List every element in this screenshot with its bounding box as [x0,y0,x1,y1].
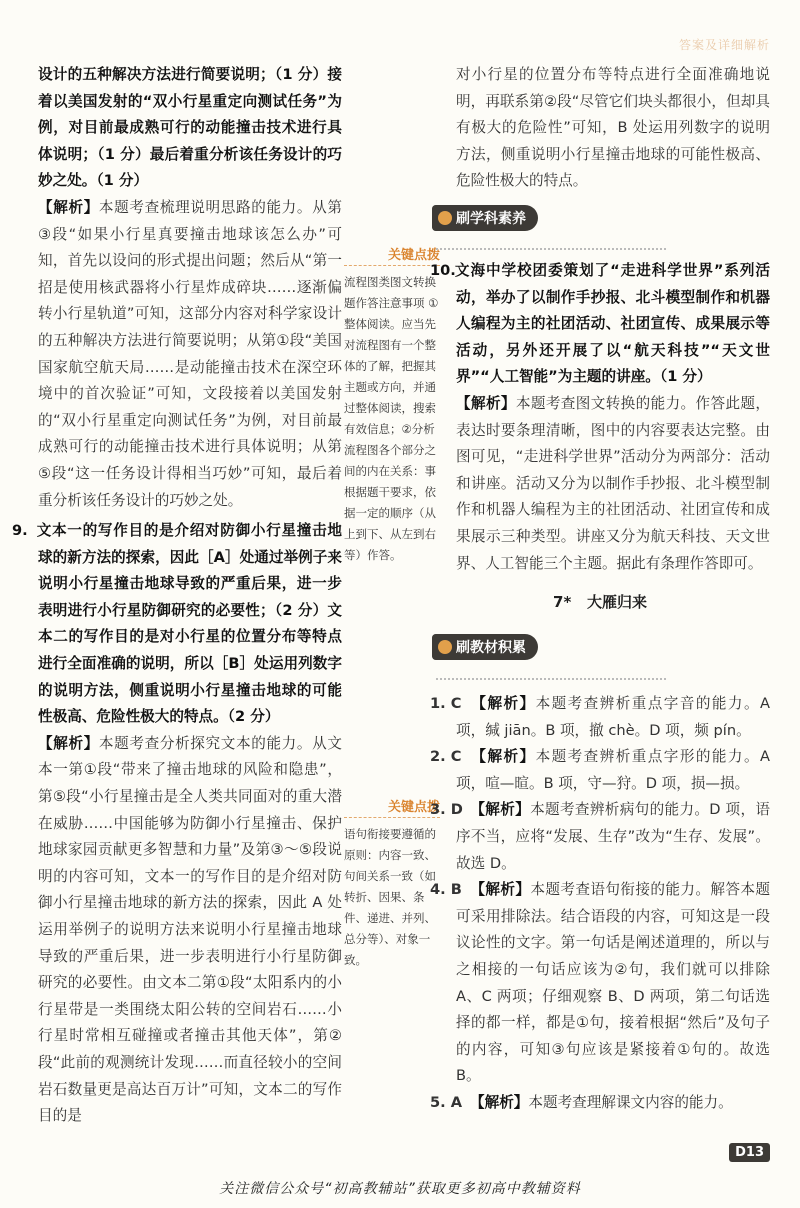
dotted-divider [436,678,666,680]
key-tip-2: 语句衔接要遵循的原则：内容一致、句间关系一致（如转折、因果、条件、递进、并列、总分等）、对象一致。 [344,827,436,967]
answer-item [430,877,770,1090]
answer-item [430,691,770,744]
key-tip-1: 流程图类图文转换题作答注意事项 ①整体阅读。应当先对流程图有一个整体的了解，把握其主题或方向，并通过整体阅读，搜索有效信息；②分析流程图各个部分之间的内在关系：事根据题干要求，依据一定的顺序（从上到下、从左到右等）作答。 [344,275,439,562]
answer-text: 本题考查理解课文内容的能力。 [528,1094,733,1111]
answer-number: 2. C [430,748,462,766]
q9-number: 9. [12,522,28,540]
badge-icon [438,640,452,654]
answer-text: 本题考查辨析重点字形的能力。A 项，喧—暄。B 项，守—狩。D 项，损—损。 [456,748,770,792]
textbook-badge [432,634,538,660]
answer-number: 4. B [430,881,462,899]
footer-note: 关注微信公众号“初高教辅站”获取更多初高中教辅资料 [219,1181,581,1197]
q9-answer [12,518,342,731]
answer-number: 5. A [430,1094,463,1111]
q9-answer-text: 文本一的写作目的是介绍对防御小行星撞击地球的新方法的探索，因此［A］处通过举例子来说明小行星撞击地球导致的严重后果，进一步表明进行小行星防御研究的必要性；（2 分）文本二的写作目的是对小行星的位置分布等特点进行全面准确的说明，所以［B］处运用列数字的说明方法，侧重说明小行星撞击地球的可能性极高、危险性极大的特点。（2 分） [36,522,342,726]
q10-answer-text: 文海中学校团委策划了“走进科学世界”系列活动，举办了以制作手抄报、北斗模型制作和机器人编程为主的社团活动、社团宣传、成果展示等活动，另外还开展了以“航天科技”“天文世界”“人工智能”为主题的讲座。（1 分） [454,261,770,386]
analysis-tag: 【解析】 [470,748,536,766]
dotted-divider [436,248,666,250]
q10-answer [430,258,770,391]
key-tip-title-2: 关键点拨 [344,796,440,818]
q8-analysis-text: 本题考查梳理说明思路的能力。从第③段“如果小行星真要撞击地球该怎么办”可知，首先以设问的形式提出问题；然后从“第一招是使用核武器将小行星炸成碎块……逐渐偏转小行星轨道”可知，这部分内容对科学家设计的五种解决方法进行简要说明；从第①段“美国国家航空航天局……是动能撞击技术在深空环境中的首次验证”可知，文段接着以美国发射的“双小行星重定向测试任务”为例，对目前最成熟可行的动能撞击技术进行具体说明；从第⑤段“这一任务设计得相当巧妙”可知，最后着重分析该任务设计的巧妙之处。 [38,198,342,509]
answer-list [430,691,770,1117]
right-column [430,62,770,1117]
analysis-tag: 【解析】 [470,801,531,819]
lesson-number: 7* [553,593,572,612]
q9-analysis [12,731,342,1130]
q10-analysis-text: 本题考查图文转换的能力。作答此题，表达时要条理清晰，图中的内容要表达完整。由图可见，“走进科学世界”活动分为两部分：活动和讲座。活动又分为以制作手抄报、北斗模型制作和机器人编程为主的社团活动、社团宣传和成果展示三种类型。讲座又分为航天科技、天文世界、人工智能三个主题。据此有条理作答即可。 [456,394,770,572]
analysis-tag: 【解析】 [38,734,99,752]
answer-item [430,1090,770,1117]
answer-number: 1. C [430,695,462,713]
q10-analysis [430,391,770,577]
answer-item [430,744,770,797]
q10-number: 10. [430,261,456,279]
q8-analysis [12,195,342,514]
key-tip-title-1: 关键点拨 [344,244,440,266]
q9-analysis-text: 本题考查分析探究文本的能力。从文本一第①段“带来了撞击地球的风险和隐患”，第⑤段“小行星撞击是全人类共同面对的重大潜在威胁……中国能够为防御小行星撞击、保护地球家园贡献更多智慧和力量”及第③～⑤段说明的内容可知，文本一的写作目的是介绍对防御小行星撞击地球的新方法的探索，因此 A 处运用举例子的说明方法来说明小行星撞击地球导致的严重后果，进一步表明进行小行星防御研究的必要性。由文本二第①段“太阳系内的小行星带是一类围绕太阳公转的空间岩石……小行星时常相互碰撞或者撞击其他天体”，第②段“此前的观测统计发现……而直径较小的空间岩石数量更是高达百万计”可知，文本二的写作目的是 [38,734,342,1125]
header-corner-text: 答案及详细解析 [678,38,770,52]
q8-answer-continued: 设计的五种解决方法进行简要说明；（1 分）接着以美国发射的“双小行星重定向测试任务”为例，对目前最成熟可行的动能撞击技术进行具体说明；（1 分）最后着重分析该任务设计的巧妙之处。（1 分） [38,66,342,190]
lesson-title: 大雁归来 [586,593,647,612]
analysis-tag: 【解析】 [456,394,516,412]
answer-number: 3. D [430,801,463,819]
section-header-textbook [430,624,770,687]
side-notes [344,244,440,971]
analysis-tag: 【解析】 [470,695,536,713]
badge-label: 刷教材积累 [456,640,526,657]
analysis-tag: 【解析】 [470,1094,529,1111]
answer-text: 本题考查辨析重点字音的能力。A 项，缄 jiān。B 项，撤 chè。D 项，频 pín。 [456,695,770,739]
q9-analysis-continued: 对小行星的位置分布等特点进行全面准确地说明，再联系第②段“尽管它们块头都很小，但却具有极大的危险性”可知，B 处运用列数字的说明方法，侧重说明小行星撞击地球的可能性极高、危险性极大的特点。 [456,66,770,190]
analysis-tag: 【解析】 [38,198,99,216]
analysis-tag: 【解析】 [470,881,531,899]
page-number: D13 [729,1143,770,1162]
lesson-heading [430,591,770,612]
answer-item [430,797,770,877]
answer-text: 本题考查语句衔接的能力。解答本题可采用排除法。结合语段的内容，可知这是一段议论性的文字。第一句话是阐述道理的，所以与之相接的一句话应该为②句，我们就可以排除 A、C 两项；仔细观察 B、D 两项，第二句话选择的都一样，都是①句，接着根据“然后”及句子的内容，可知③句应该是紧接着①句的。故选 B。 [456,881,770,1085]
badge-icon [438,211,452,225]
answer-text: 本题考查辨析病句的能力。D 项，语序不当，应将“发展、生存”改为“生存、发展”。故选 D。 [456,801,770,872]
left-column [12,62,342,1130]
badge-label: 刷学科素养 [456,210,526,227]
subject-literacy-badge [432,205,538,231]
section-header-subject-literacy [430,195,770,258]
